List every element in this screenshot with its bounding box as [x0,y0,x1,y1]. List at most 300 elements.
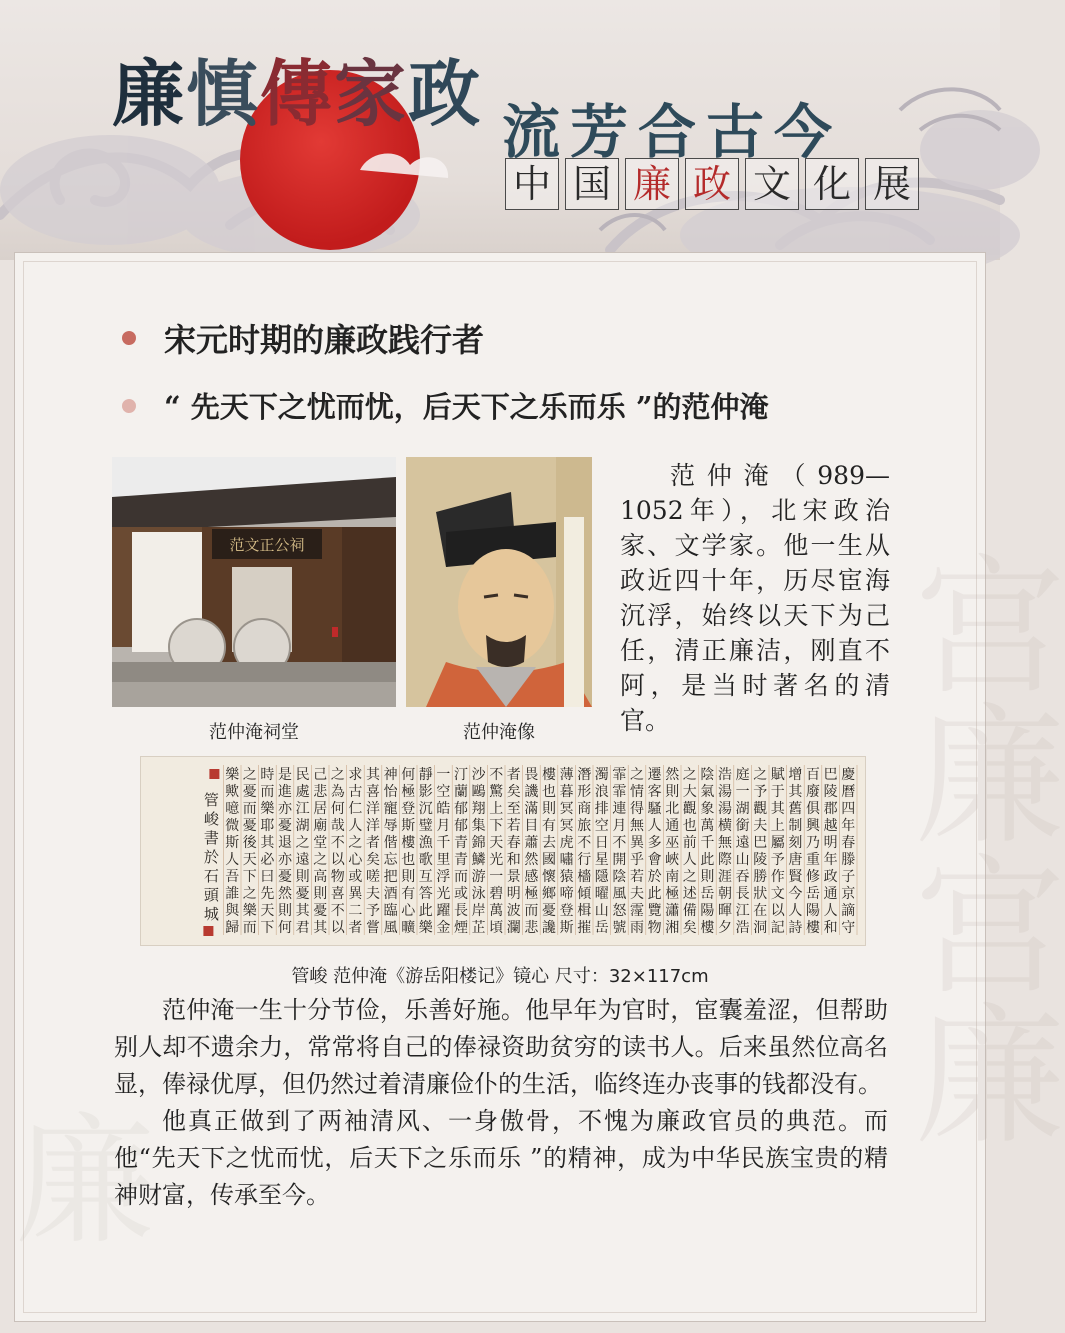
calligraphy-char: 猿 [559,869,574,885]
calligraphy-column [454,767,468,936]
shrine-building-icon [112,457,396,707]
calligraphy-column [331,767,346,936]
calligraphy-char: 天 [489,835,504,851]
calligraphy-char: 號 [612,920,627,936]
calligraphy-char: 滿 [524,801,539,817]
calligraphy-char: 之 [242,767,257,783]
calligraphy-char: 懷 [542,869,556,885]
shrine-photo [112,457,396,707]
calligraphy-char: 也 [401,852,416,868]
calligraphy-char: 此 [647,886,662,902]
exhibition-name [505,158,919,212]
calligraphy-char: 則 [278,903,292,919]
calligraphy-char: 處 [295,784,310,800]
calligraphy-char: 詩 [788,920,803,936]
calligraphy-char: 樓 [806,920,820,936]
calligraphy-char: 而 [260,784,275,800]
calligraphy-char: 煙 [454,920,468,936]
calligraphy-char: 青 [454,852,468,868]
portrait-caption: 范仲淹像 [463,722,535,743]
calligraphy-char: 把 [383,869,398,885]
calligraphy-char: 堂 [313,835,328,851]
calligraphy-char: 銜 [735,818,750,834]
calligraphy-char: 何 [278,920,292,936]
calligraphy-char: 樂 [242,903,257,919]
calligraphy-char: 異 [630,835,644,851]
calligraphy-char: 勝 [753,869,768,885]
calligraphy-column [753,767,767,936]
calligraphy-char: 前 [682,835,697,851]
calligraphy-char: 憂 [242,818,257,834]
calligraphy-char: 臨 [383,903,398,919]
calligraphy-char: 樓 [401,835,416,851]
calligraphy-column [489,767,503,936]
calligraphy-char: 其 [770,801,785,817]
calligraphy-char: 畏 [524,767,539,783]
calligraphy-char: 其 [260,835,275,851]
calligraphy-char: 蕭 [524,835,539,851]
calligraphy-char: 傾 [577,886,592,902]
calligraphy-char: 客 [647,784,662,800]
calligraphy-char: 岸 [471,903,486,919]
calligraphy-column [841,767,855,936]
calligraphy-char: 陵 [753,852,768,868]
calligraphy-char: 陽 [700,903,715,919]
bullet-dot-icon [122,331,136,345]
calligraphy-char: 嘯 [559,852,574,868]
calligraphy-char: 陵 [823,784,838,800]
calligraphy-char: 矣 [682,920,697,936]
watermark-pattern-icon: 廉 [15,1101,156,1264]
calligraphy-char: 和 [506,852,521,868]
calligraphy-char: 氣 [700,784,715,800]
calligraphy-char: 滕 [841,852,856,868]
subtitle: 流芳合古今 [502,98,843,166]
calligraphy-char: 冥 [559,818,574,834]
calligraphy-char: 洋 [366,801,380,817]
calligraphy-column [824,767,838,936]
calligraphy-char: 郁 [454,801,468,817]
calligraphy-scroll [140,756,866,946]
calligraphy-char: 驚 [489,784,504,800]
calligraphy-char: 讒 [542,920,556,936]
calligraphy-char: 薄 [559,767,574,783]
calligraphy-char: 百 [806,767,820,783]
calligraphy-char: 民 [295,767,310,783]
calligraphy-char: 四 [841,801,856,817]
calligraphy-char: 而 [242,920,257,936]
calligraphy-char: 或 [348,869,363,885]
calligraphy-signature [204,791,220,923]
calligraphy-char: 泳 [471,886,486,902]
calligraphy-char: 湯 [718,801,732,817]
calligraphy-char: 也 [542,784,556,800]
calligraphy-char: 之 [313,852,328,868]
exhibition-char: 中 [505,158,559,210]
calligraphy-char: 以 [770,903,785,919]
calligraphy-char: 高 [313,869,328,885]
calligraphy-char: 狀 [753,886,768,902]
calligraphy-column [507,766,521,936]
calligraphy-char: 下 [489,818,504,834]
calligraphy-char: 暮 [559,784,574,800]
calligraphy-char: 濁 [594,767,609,783]
title-char: 家 [334,51,409,136]
bio-text: 范仲淹（989—1052年），北宋政治家、文学家。他一生从政近四十年，历尽宦海沉浮，始终以天下为己任，清正廉洁，刚直不阿，是当时著名的清官。 [620,461,890,735]
calligraphy-char: 曠 [401,920,416,936]
calligraphy-char: 人 [823,903,838,919]
calligraphy-char: 有 [401,886,416,902]
calligraphy-char: 光 [489,852,504,868]
calligraphy-char: 冥 [559,801,574,817]
calligraphy-char: 璧 [418,818,433,834]
calligraphy-char: 形 [577,784,592,800]
calligraphy-char: 騷 [647,801,662,817]
calligraphy-column [524,767,539,936]
calligraphy-char: 夫 [366,886,380,902]
calligraphy-char: 必 [260,852,275,868]
calligraphy-char: 星 [594,852,609,868]
calligraphy-char: 鄉 [542,886,556,902]
calligraphy-char: 增 [788,767,803,783]
calligraphy-char: 春 [841,835,856,851]
calligraphy-char: 行 [577,852,592,868]
calligraphy-column [647,767,662,936]
calligraphy-char: 之 [753,767,768,783]
calligraphy-char: 下 [260,920,275,936]
calligraphy-char: 之 [682,869,697,885]
calligraphy-char: 碧 [489,886,504,902]
calligraphy-char: 之 [295,835,310,851]
calligraphy-char: 巴 [823,767,838,783]
calligraphy-char: 嗟 [366,869,380,885]
calligraphy-column [718,767,733,936]
calligraphy-char: 連 [612,801,627,817]
calligraphy-char: 天 [242,852,257,868]
calligraphy-char: 哉 [330,818,345,834]
calligraphy-char: 浪 [594,784,609,800]
heading-text: “ 先天下之忧而忧，后天下之乐而乐 ”的范仲淹 [164,390,769,424]
calligraphy-char: 漁 [418,835,433,851]
calligraphy-char: 頃 [489,920,504,936]
calligraphy-char: 斯 [559,920,574,936]
calligraphy-char: 與 [225,903,240,919]
calligraphy-char: 極 [665,886,680,902]
calligraphy-char: 若 [630,869,644,885]
calligraphy-char: 人 [225,852,240,868]
calligraphy-char: 亦 [278,852,292,868]
calligraphy-char: 之 [682,767,697,783]
calligraphy-char: 寵 [383,801,398,817]
calligraphy-char: 暉 [718,903,732,919]
calligraphy-char: 芷 [471,920,486,936]
calligraphy-char: 是 [278,767,292,783]
calligraphy-char: 沉 [418,801,433,817]
calligraphy-char: 巴 [753,835,768,851]
calligraphy-char: 開 [612,852,627,868]
calligraphy-char: 乃 [806,835,820,851]
calligraphy-char: 子 [841,869,856,885]
calligraphy-char: 偕 [383,835,398,851]
calligraphy-char: 然 [278,886,292,902]
calligraphy-char: 涯 [718,869,732,885]
calligraphy-column [401,767,416,936]
calligraphy-char: 重 [806,852,820,868]
calligraphy-char: 斯 [401,818,416,834]
calligraphy-char: 舊 [788,801,803,817]
calligraphy-char: 耶 [260,818,275,834]
calligraphy-char: 觀 [682,801,697,817]
calligraphy-char: 其 [295,903,310,919]
calligraphy-char: 怡 [383,784,398,800]
calligraphy-char: 山 [594,903,609,919]
calligraphy-char: 通 [665,818,680,834]
calligraphy-char: 陰 [612,869,627,885]
calligraphy-char: 通 [823,886,838,902]
calligraphy-char: 陰 [700,767,715,783]
calligraphy-char: 作 [770,869,785,885]
calligraphy-char: 觀 [753,801,768,817]
calligraphy-column [278,767,293,936]
calligraphy-char: 瀾 [506,920,521,936]
calligraphy-column [260,766,275,936]
calligraphy-char: 則 [313,886,328,902]
calligraphy-char: 至 [506,801,521,817]
calligraphy-char: 刻 [788,835,803,851]
calligraphy-char: 夫 [630,886,644,902]
calligraphy-column [560,766,574,936]
calligraphy-char: 空 [594,818,609,834]
calligraphy-char: 謫 [841,903,856,919]
calligraphy-char: 廢 [806,784,820,800]
calligraphy-char: 湘 [665,920,680,936]
calligraphy-char: 郁 [454,818,468,834]
calligraphy-column [665,767,680,936]
calligraphy-char: 屬 [770,835,785,851]
calligraphy-char: 歌 [418,852,433,868]
calligraphy-char: 人 [682,852,697,868]
calligraphy-char: 横 [718,818,732,834]
calligraphy-char: 巫 [665,835,680,851]
calligraphy-char: 辱 [383,818,398,834]
calligraphy-char: 誰 [225,886,240,902]
calligraphy-char: 矣 [366,852,380,868]
calligraphy-char: 興 [806,818,820,834]
calligraphy-char: 蘭 [454,784,468,800]
calligraphy-char: 憂 [542,903,556,919]
signature-char: 頭 [203,886,219,904]
calligraphy-char: 居 [313,801,328,817]
calligraphy-char: 翔 [471,801,486,817]
calligraphy-char: 而 [454,869,468,885]
calligraphy-char: 一 [489,869,504,885]
calligraphy-char: 汀 [454,767,468,783]
calligraphy-char: 春 [506,835,521,851]
calligraphy-char: 吾 [225,869,240,885]
calligraphy-char: 下 [242,869,257,885]
portrait-photo [406,457,592,707]
calligraphy-char: 日 [594,835,609,851]
calligraphy-char: 萬 [700,818,715,834]
calligraphy-char: 酒 [383,886,398,902]
calligraphy-char: 浩 [718,767,732,783]
section-heading-2 [122,385,769,426]
calligraphy-char: 予 [753,784,768,800]
title-char: 廉 [112,51,187,136]
calligraphy-char: 然 [665,767,680,783]
calligraphy-char: 感 [524,869,539,885]
calligraphy-char: 商 [577,801,592,817]
calligraphy-char: 霏 [612,767,627,783]
portrait-figure-icon [406,457,592,707]
calligraphy-char: 修 [806,869,820,885]
calligraphy-char: 空 [436,784,451,800]
calligraphy-char: 而 [242,801,257,817]
calligraphy-char: 者 [506,767,521,783]
calligraphy-caption: 管峻 范仲淹《游岳阳楼记》镜心 尺寸：32×117cm [291,966,709,987]
calligraphy-column [736,767,750,936]
signature-char: 管 [203,791,219,809]
calligraphy-char: 集 [471,818,486,834]
calligraphy-char: 心 [348,852,363,868]
calligraphy-char: 極 [401,784,416,800]
calligraphy-char: 峽 [665,852,680,868]
calligraphy-char: 若 [506,818,521,834]
calligraphy-char: 青 [454,835,468,851]
calligraphy-char: 天 [260,903,275,919]
calligraphy-char: 虎 [559,835,574,851]
calligraphy-char: 亦 [278,801,292,817]
calligraphy-char: 不 [612,835,627,851]
calligraphy-char: 千 [436,835,451,851]
calligraphy-char: 此 [700,852,715,868]
calligraphy-char: 登 [559,903,574,919]
calligraphy-char: 里 [436,852,451,868]
calligraphy-char: 今 [788,886,803,902]
calligraphy-char: 遠 [735,835,750,851]
calligraphy-char: 人 [647,818,662,834]
calligraphy-char: 古 [348,784,363,800]
calligraphy-char: 述 [682,886,697,902]
calligraphy-char: 怒 [612,903,627,919]
exhibition-char: 化 [805,158,859,210]
red-seal-icon [209,769,219,779]
calligraphy-char: 之 [242,886,257,902]
calligraphy-char: 也 [682,818,697,834]
calligraphy-char: 湖 [295,818,310,834]
calligraphy-char: 憂 [313,903,328,919]
calligraphy-column [243,767,258,936]
calligraphy-char: 南 [665,869,680,885]
calligraphy-column [348,766,363,936]
calligraphy-char: 矣 [506,784,521,800]
calligraphy-char: 此 [418,903,433,919]
calligraphy-char: 無 [630,818,644,834]
calligraphy-char: 歸 [225,920,240,936]
calligraphy-char: 求 [348,767,363,783]
calligraphy-char: 啼 [559,886,574,902]
calligraphy-char: 慶 [841,767,856,783]
calligraphy-char: 一 [735,784,750,800]
calligraphy-char: 得 [630,801,644,817]
calligraphy-char: 仁 [348,801,363,817]
calligraphy-char: 靜 [418,767,433,783]
calligraphy-char: 歟 [225,784,240,800]
exhibition-char: 政 [685,158,739,210]
calligraphy-char: 斯 [225,835,240,851]
calligraphy-char: 憂 [295,886,310,902]
calligraphy-char: 鱗 [471,852,486,868]
calligraphy-char: 潛 [577,767,592,783]
calligraphy-char: 制 [788,818,803,834]
calligraphy-char: 陽 [806,903,820,919]
calligraphy-char: 摧 [577,920,592,936]
calligraphy-char: 極 [524,886,539,902]
calligraphy-char: 象 [700,801,715,817]
calligraphy-char: 然 [524,852,539,868]
calligraphy-char: 唐 [788,852,803,868]
calligraphy-char: 去 [542,835,556,851]
calligraphy-char: 上 [770,818,785,834]
calligraphy-column [577,767,592,936]
calligraphy-char: 不 [330,903,345,919]
calligraphy-char: 君 [295,920,310,936]
calligraphy-char: 樂 [418,920,433,936]
paragraph: 范仲淹一生十分节俭，乐善好施。他早年为官时，宦囊羞涩，但帮助别人却不遗余力，常常将自己的俸禄资助贫穷的读书人。后来虽然位高名显，俸禄优厚，但仍然过着清廉俭仆的生活，临终连办丧事的钱都没有。 [114,996,888,1098]
calligraphy-char: 後 [242,835,257,851]
calligraphy-column [630,767,645,936]
calligraphy-char: 進 [278,784,292,800]
signature-char: 於 [203,848,219,866]
calligraphy-char: 會 [647,852,662,868]
exhibition-char: 展 [865,158,919,210]
calligraphy-char: 不 [489,767,504,783]
calligraphy-char: 不 [577,835,592,851]
calligraphy-char: 人 [348,818,363,834]
calligraphy-char: 微 [225,818,240,834]
calligraphy-char: 岳 [594,920,609,936]
calligraphy-char: 樂 [260,801,275,817]
exhibition-char: 廉 [625,158,679,210]
calligraphy-char: 雨 [630,920,644,936]
calligraphy-char: 樓 [700,920,715,936]
calligraphy-char: 則 [700,869,715,885]
calligraphy-char: 旅 [577,818,592,834]
calligraphy-char: 大 [682,784,697,800]
calligraphy-char: 悲 [524,920,539,936]
calligraphy-char: 不 [330,835,345,851]
calligraphy-char: 予 [770,852,785,868]
calligraphy-char: 其 [313,920,328,936]
calligraphy-char: 情 [630,784,644,800]
calligraphy-char: 於 [647,869,662,885]
calligraphy-char: 文 [770,886,785,902]
calligraphy-char: 者 [348,920,363,936]
calligraphy-column [313,767,328,936]
calligraphy-char: 排 [594,801,609,817]
calligraphy-char: 江 [735,903,750,919]
calligraphy-char: 郡 [823,801,838,817]
calligraphy-column [700,767,715,936]
calligraphy-char: 沙 [471,767,486,783]
calligraphy-char: 國 [542,852,556,868]
calligraphy-char: 岳 [700,886,715,902]
calligraphy-char: 長 [735,886,750,902]
calligraphy-column [436,767,450,936]
calligraphy-char: 夫 [753,818,768,834]
calligraphy-column [771,766,786,936]
calligraphy-char: 光 [436,886,451,902]
